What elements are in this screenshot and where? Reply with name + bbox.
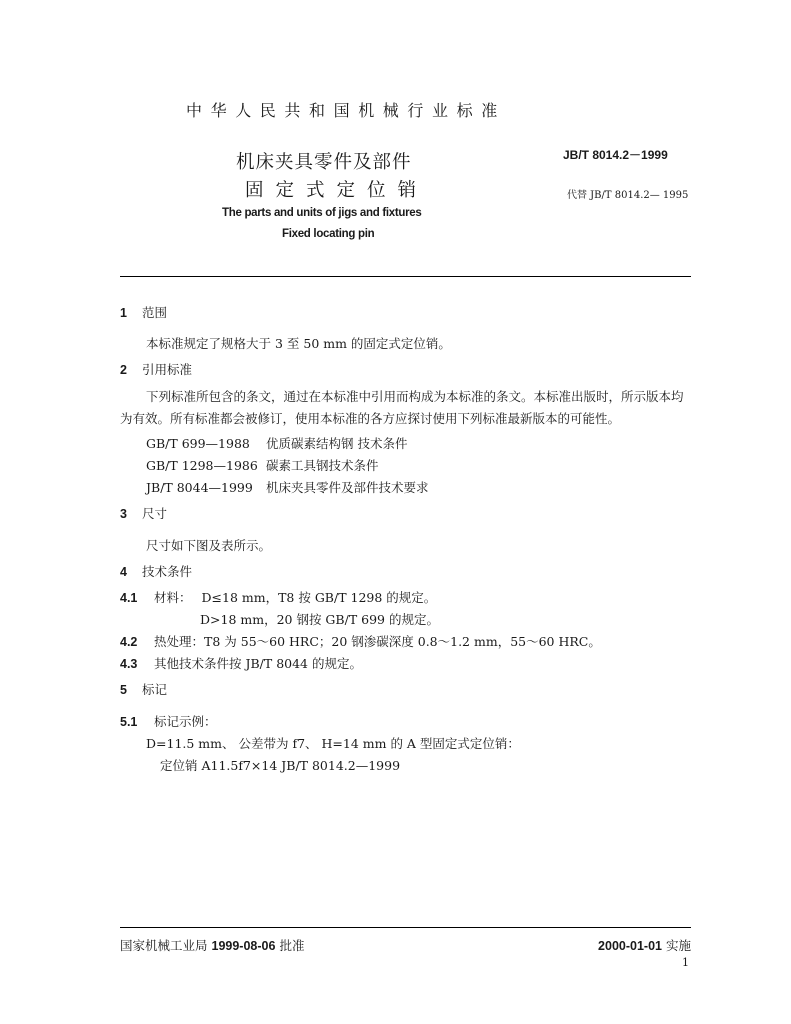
section-3-heading — [120, 504, 167, 522]
section-4-heading — [120, 562, 192, 580]
clause-4-1 — [120, 588, 436, 606]
header-divider — [120, 276, 691, 277]
clause-number: 4.2 — [120, 635, 138, 649]
clause-number: 4.3 — [120, 657, 138, 671]
marking-example: 定位销 A11.5f7×14 JB/T 8014.2—1999 — [160, 758, 401, 773]
section-2-heading — [120, 360, 192, 378]
approve-label: 批准 — [279, 938, 305, 953]
clause-text: 其他技术条件按 JB/T 8044 的规定。 — [154, 656, 362, 671]
impl-label: 实施 — [665, 938, 691, 953]
reference-name: 优质碳素结构钢 技术条件 — [266, 436, 408, 451]
implementation-note — [598, 936, 691, 954]
section-1-text: 本标准规定了规格大于 3 至 50 mm 的固定式定位销。 — [146, 336, 451, 351]
clause-label: 材料： — [154, 590, 192, 605]
section-2-text: 下列标准所包含的条文，通过在本标准中引用而构成为本标准的条文。本标准出版时，所示版本均为有效。所有标准都会被修订，使用本标准的各方应探讨使用下列标准最新版本的可能性。 — [120, 389, 684, 426]
page-number: 1 — [682, 956, 689, 969]
section-number: 4 — [120, 565, 127, 579]
section-number: 1 — [120, 306, 127, 320]
standard-type: 中华人民共和国机械行业标准 — [186, 101, 506, 120]
impl-date: 2000-01-01 — [598, 939, 662, 953]
section-title: 尺寸 — [142, 506, 168, 521]
reference-name: 机床夹具零件及部件技术要求 — [266, 480, 429, 495]
section-number: 2 — [120, 363, 127, 377]
clause-label: 标记示例： — [154, 714, 217, 729]
footer-divider — [120, 927, 691, 928]
clause-4-3 — [120, 654, 362, 672]
clause-number: 5.1 — [120, 715, 138, 729]
title-cn-line1: 机床夹具零件及部件 — [236, 152, 412, 173]
material-rule-2: D>18 mm，20 钢按 GB/T 699 的规定。 — [200, 612, 439, 627]
section-3-text: 尺寸如下图及表所示。 — [146, 538, 272, 553]
section-title: 标记 — [142, 682, 168, 697]
standard-code: JB/T 8014.2－1999 — [563, 148, 668, 162]
marking-example-description: D=11.5 mm、 公差带为 f7、 H=14 mm 的 A 型固定式定位销： — [146, 736, 520, 751]
replaces-note: 代替 JB/T 8014.2— 1995 — [567, 190, 689, 201]
section-5-heading — [120, 680, 167, 698]
reference-code: JB/T 8044—1999 — [146, 480, 253, 495]
section-title: 范围 — [142, 305, 168, 320]
title-en-line2: Fixed locating pin — [282, 228, 375, 240]
reference-code: GB/T 699—1988 — [146, 436, 250, 451]
reference-item — [146, 434, 407, 452]
section-number: 3 — [120, 507, 127, 521]
reference-item — [146, 456, 379, 474]
clause-text: 热处理：T8 为 55～60 HRC；20 钢渗碳深度 0.8～1.2 mm，55～60 HRC。 — [154, 634, 601, 649]
approve-date: 1999-08-06 — [211, 939, 276, 953]
reference-item — [146, 478, 429, 496]
approval-note — [120, 936, 304, 954]
section-title: 引用标准 — [142, 362, 193, 377]
section-1-heading — [120, 303, 167, 321]
clause-5-1 — [120, 712, 217, 730]
issuer: 国家机械工业局 — [120, 938, 208, 953]
section-title: 技术条件 — [142, 564, 193, 579]
reference-code: GB/T 1298—1986 — [146, 458, 258, 473]
title-cn-line2: 固定式定位销 — [245, 180, 429, 201]
title-en-line1: The parts and units of jigs and fixtures — [222, 207, 422, 219]
reference-name: 碳素工具钢技术条件 — [266, 458, 379, 473]
material-rule-1: D≤18 mm，T8 按 GB/T 1298 的规定。 — [201, 590, 437, 605]
clause-number: 4.1 — [120, 591, 138, 605]
section-number: 5 — [120, 683, 127, 697]
clause-4-2 — [120, 632, 601, 650]
